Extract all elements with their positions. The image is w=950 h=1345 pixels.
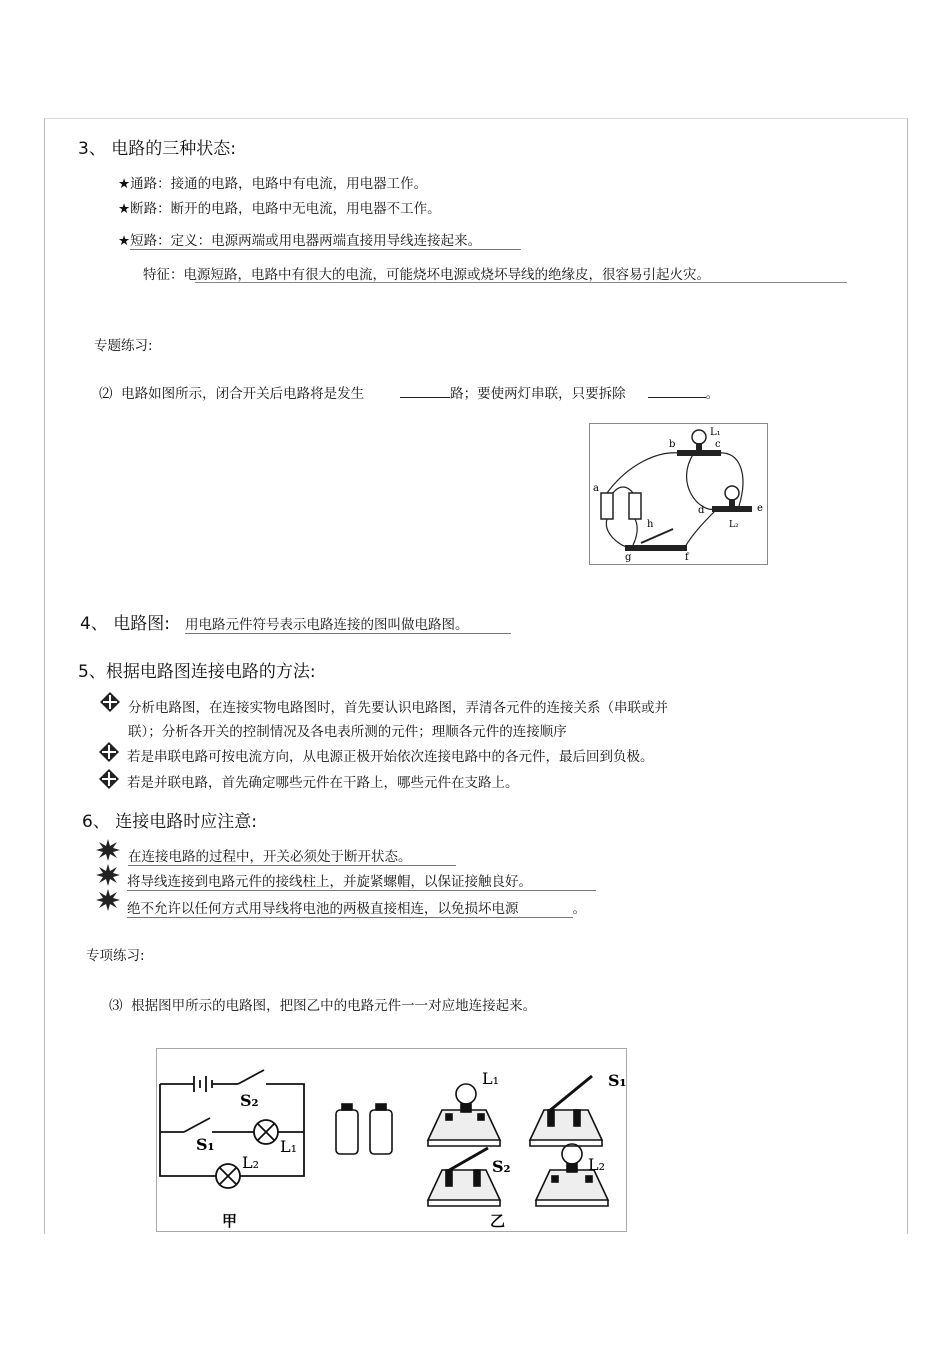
star-icon: ★	[118, 233, 131, 249]
starburst-icon	[96, 864, 120, 886]
lamp-base-l1	[677, 450, 721, 456]
question-3: ⑶ 根据图甲所示的电路图，把图乙中的电路元件一一对应地连接起来。	[109, 998, 537, 1014]
label-g: g	[625, 552, 632, 563]
switch-s1-physical	[530, 1076, 602, 1146]
diamond-cross-icon	[100, 692, 120, 712]
list-item-note-2: 将导线连接到电路元件的接线柱上，并旋紧螺帽，以保证接触良好。	[127, 870, 596, 890]
practice-heading-1: 专题练习:	[94, 338, 153, 354]
battery-2-icon	[629, 493, 641, 519]
label-l2: L₂	[729, 520, 739, 530]
label-l1: L₁	[710, 427, 721, 438]
list-item-short-circuit: ★短路：定义：电源两端或用电器两端直接用导线连接起来。	[118, 229, 521, 249]
section-4	[80, 609, 511, 634]
bulb-l1-icon	[692, 430, 706, 444]
list-item-method-1: 分析电路图，在连接实物电路图时，首先要认识电路图，弄清各元件的连接关系（串联或并	[128, 700, 668, 716]
list-item-method-3: 若是并联电路，首先确定哪些元件在干路上，哪些元件在支路上。	[127, 775, 519, 791]
label-s1-phys: S₁	[608, 1071, 627, 1090]
question-2: ⑵ 电路如图所示，闭合开关后电路将是发生 路；要使两灯串联，只要拆除 。	[99, 382, 719, 402]
list-item-open-circuit: ★通路：接通的电路，电路中有电流，用电器工作。	[118, 176, 428, 192]
lamp-base-l2	[712, 506, 752, 512]
battery-1-icon	[601, 493, 613, 519]
section-4-title: 4、 电路图:	[80, 614, 170, 634]
battery-cell-1-icon	[336, 1110, 358, 1154]
label-c: c	[715, 439, 721, 450]
label-yi: 乙	[490, 1212, 506, 1230]
bulb-l2-icon	[725, 486, 739, 500]
answer-blank-2[interactable]	[648, 383, 706, 398]
label-f: f	[685, 552, 689, 563]
label-e: e	[757, 503, 763, 514]
star-icon: ★	[118, 176, 131, 192]
diamond-cross-icon	[99, 769, 119, 789]
starburst-icon	[96, 889, 120, 911]
label-s1: S₁	[196, 1135, 215, 1154]
switch-s1-symbol	[184, 1118, 210, 1132]
list-item-method-2: 若是串联电路可按电流方向，从电源正极开始依次连接电路中的各元件，最后回到负极。	[127, 749, 654, 765]
batteries-physical	[336, 1104, 392, 1154]
label-l2-phys: L₂	[588, 1155, 606, 1174]
switch-base	[625, 545, 687, 551]
section-4-text: 用电路元件符号表示电路连接的图叫做电路图。	[185, 617, 511, 634]
battery-symbol	[194, 1076, 212, 1092]
diamond-cross-icon	[99, 742, 119, 762]
label-l1: L₁	[280, 1137, 298, 1156]
label-jia: 甲	[222, 1212, 238, 1230]
lamp-l1-physical	[428, 1084, 500, 1146]
starburst-icon	[96, 839, 120, 861]
section-6-title: 6、 连接电路时应注意:	[82, 812, 257, 832]
lamp-l2-physical	[536, 1144, 608, 1206]
label-b: b	[669, 439, 676, 450]
switch-lever	[641, 529, 673, 543]
practice-heading-2: 专项练习:	[86, 948, 145, 964]
label-s2: S₂	[240, 1091, 259, 1110]
label-l2: L₂	[242, 1153, 260, 1172]
switch-s2-symbol	[238, 1070, 264, 1084]
list-item-method-1-cont: 联）；分析各开关的控制情况及各电表所测的元件；理顺各元件的连接顺序	[128, 724, 567, 740]
label-d: d	[698, 505, 705, 516]
short-circuit-feature: 特征：电源短路，电路中有很大的电流，可能烧坏电源或烧坏导线的绝缘皮，很容易引起火灾。	[143, 267, 710, 283]
label-h: h	[647, 519, 654, 530]
schematic-jia	[160, 1070, 304, 1188]
list-item-broken-circuit: ★断路：断开的电路，电路中无电流，用电器不工作。	[118, 201, 441, 217]
section-3-title: 3、 电路的三种状态:	[78, 139, 236, 159]
battery-cell-2-icon	[370, 1110, 392, 1154]
label-l1-phys: L₁	[482, 1069, 500, 1088]
label-s2-phys: S₂	[492, 1157, 511, 1176]
switch-s2-physical	[428, 1148, 500, 1206]
section-5-title: 5、根据电路图连接电路的方法:	[78, 662, 316, 682]
circuit-figure-1	[589, 423, 769, 565]
star-icon: ★	[118, 201, 131, 217]
list-item-note-1: 在连接电路的过程中，开关必须处于断开状态。	[128, 845, 456, 865]
answer-blank-1[interactable]	[400, 383, 450, 398]
circuit-figure-2	[156, 1048, 628, 1232]
feature-underline	[195, 282, 847, 283]
label-a: a	[593, 483, 599, 494]
list-item-note-3: 绝不允许以任何方式用导线将电池的两极直接相连，以免损坏电源 。	[127, 901, 586, 917]
